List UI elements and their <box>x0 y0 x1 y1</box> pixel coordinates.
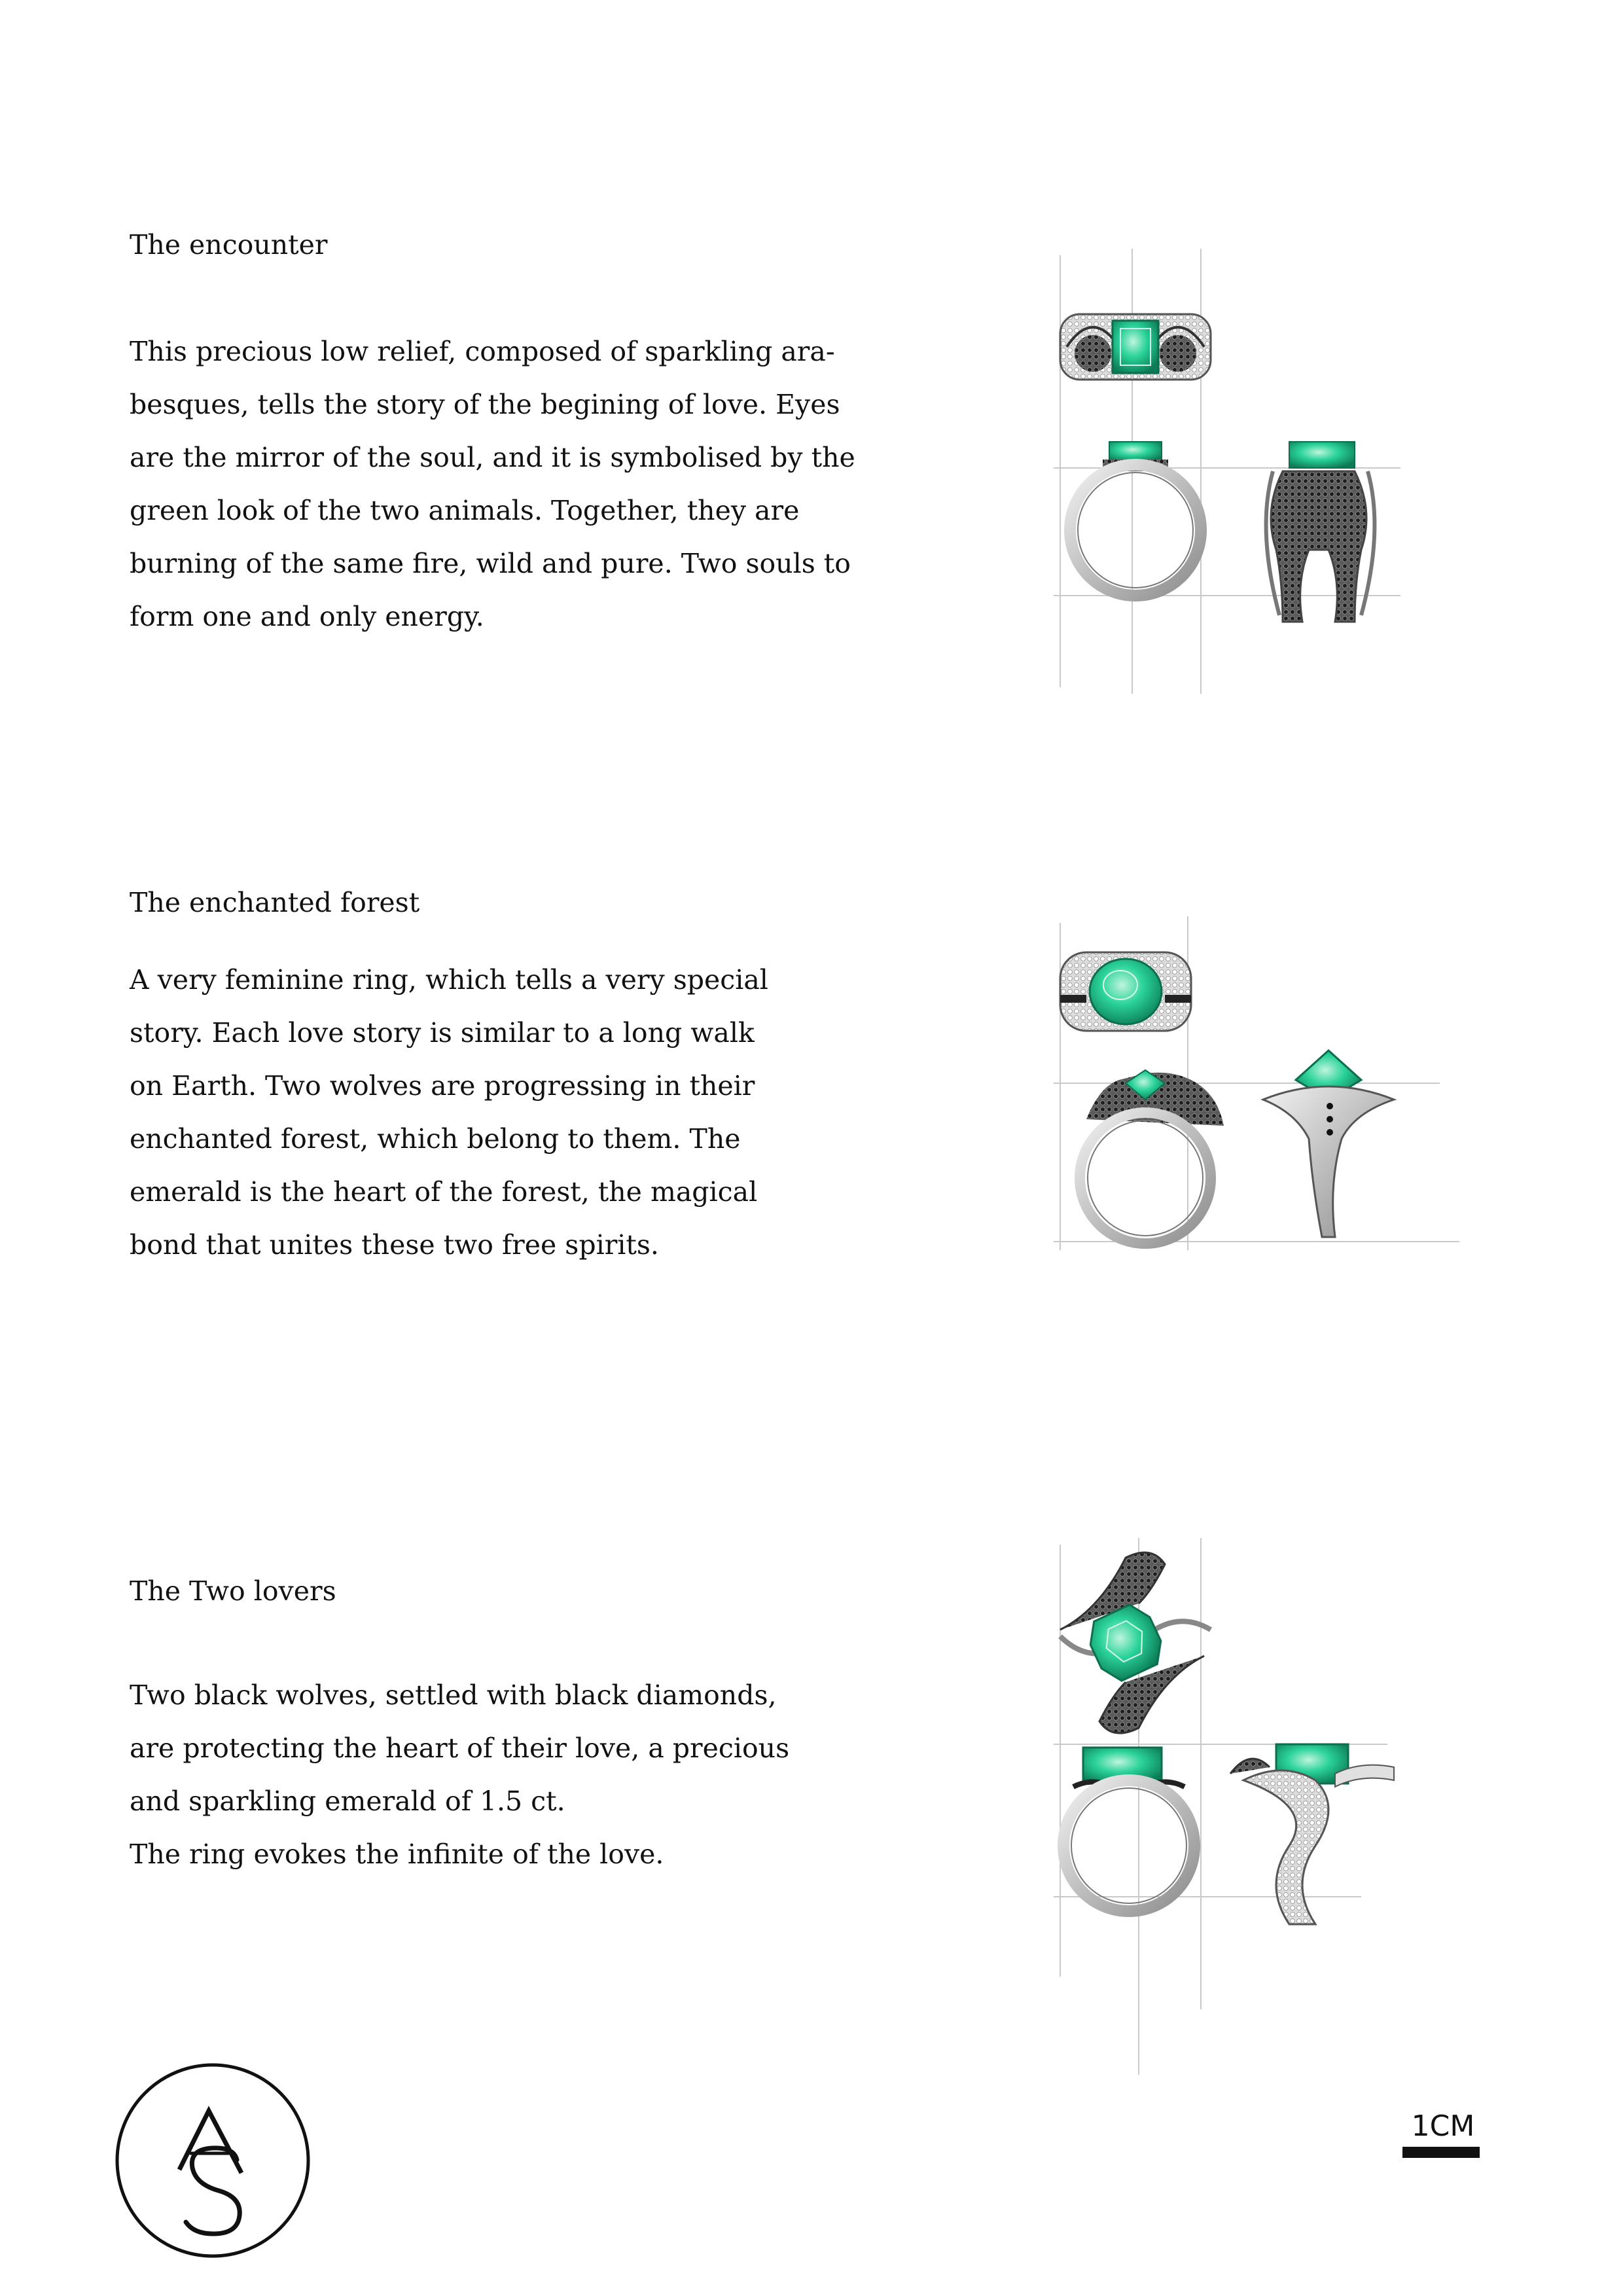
description-line: The ring evokes the infinite of the love. <box>130 1839 664 1870</box>
description-line: burning of the same fire, wild and pure. Two souls to <box>130 548 851 579</box>
description-line: This precious low relief, composed of sparkling ara- <box>130 336 835 367</box>
description-line: emerald is the heart of the forest, the magical <box>130 1176 758 1208</box>
scale-bar <box>1402 2147 1480 2158</box>
description-line: are the mirror of the soul, and it is symbolised by the <box>130 442 855 473</box>
description-line: on Earth. Two wolves are progressing in their <box>130 1070 755 1102</box>
description-line: enchanted forest, which belong to them. The <box>130 1123 741 1155</box>
description-line: Two black wolves, settled with black diamonds, <box>130 1679 777 1711</box>
description-line: are protecting the heart of their love, a precious <box>130 1732 790 1764</box>
scale-label: 1CM <box>1411 2109 1475 2143</box>
section-description <box>130 1669 789 1881</box>
ring-sketch-two-lovers-icon <box>1047 1538 1414 2075</box>
description-line: form one and only energy. <box>130 601 484 632</box>
ring-sketch-enchanted-forest-icon <box>1047 916 1466 1257</box>
description-line: green look of the two animals. Together, they are <box>130 495 800 526</box>
description-line: story. Each love story is similar to a long walk <box>130 1017 755 1049</box>
description-line: A very feminine ring, which tells a very special <box>130 964 768 996</box>
ring-sketch-encounter-icon <box>1047 249 1414 694</box>
description-line: bond that unites these two free spirits. <box>130 1229 659 1261</box>
description-line: besques, tells the story of the begining of love. Eyes <box>130 389 840 420</box>
section-title: The encounter <box>130 229 328 260</box>
section-title: The Two lovers <box>130 1575 336 1607</box>
section-title: The enchanted forest <box>130 887 420 918</box>
section-description <box>130 954 768 1272</box>
as-monogram-logo-icon <box>114 2062 312 2259</box>
description-line: and sparkling emerald of 1.5 ct. <box>130 1785 565 1817</box>
section-description <box>130 325 855 643</box>
